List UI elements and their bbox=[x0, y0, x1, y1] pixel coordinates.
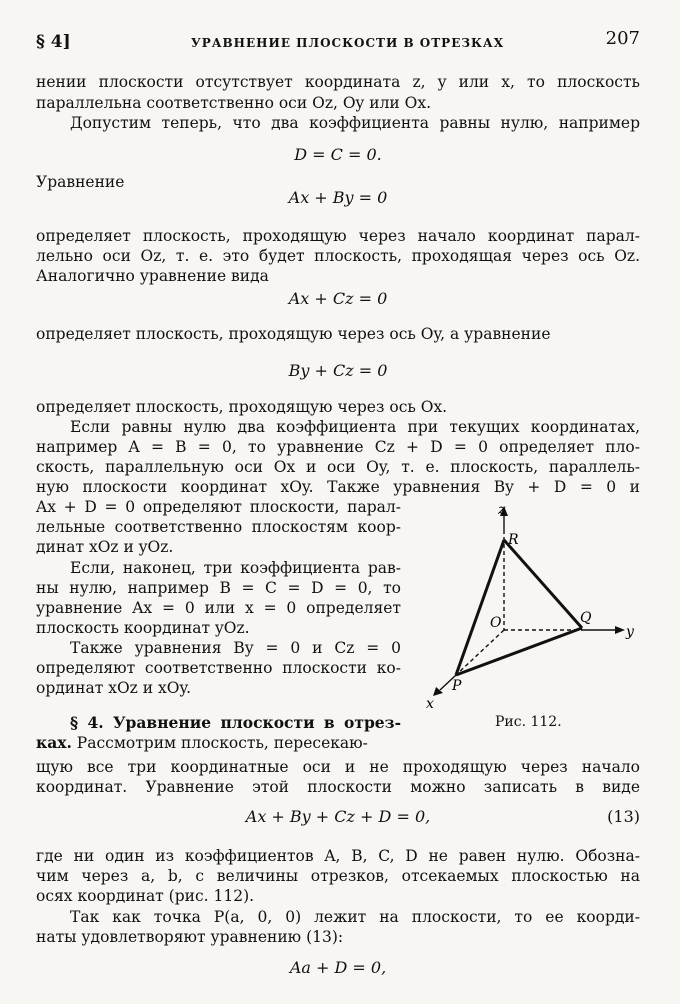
edge-rq bbox=[504, 540, 582, 628]
text-line: Если равны нулю два коэффициента при текущих координатах, bbox=[70, 418, 640, 436]
formula-eq13-text: Ax + By + Cz + D = 0, bbox=[245, 807, 431, 826]
section-heading-line bbox=[36, 733, 401, 753]
label-y: y bbox=[626, 624, 634, 640]
text-line: скость, параллельную оси Ox и оси Oy, т. е. плоскость, параллель- bbox=[36, 458, 640, 476]
formula-axby: Ax + By = 0 bbox=[288, 188, 388, 207]
page-header bbox=[36, 26, 640, 52]
text-span: Рассмотрим плоскость, пересекаю- bbox=[71, 734, 368, 752]
text-line: определяет плоскость, проходящую через ось Oy, а уравнение bbox=[36, 325, 551, 343]
header-title: УРАВНЕНИЕ ПЛОСКОСТИ В ОТРЕЗКАХ bbox=[191, 36, 505, 50]
edge-pq bbox=[456, 628, 582, 675]
text-line: Уравнение bbox=[36, 173, 125, 191]
section-heading: § 4. Уравнение плоскости в отрез- bbox=[70, 713, 401, 732]
formula-eq13 bbox=[36, 806, 640, 828]
text-line: щую все три координатные оси и не проходящую через начало bbox=[36, 758, 640, 776]
text-line: определяет плоскость, проходящую через начало координат парал- bbox=[36, 227, 640, 245]
label-r: R bbox=[508, 532, 519, 548]
text-line: Так как точка P(a, 0, 0) лежит на плоскости, то ее коорди- bbox=[70, 908, 640, 926]
text-line: ную плоскости координат xOy. Также уравнения By + D = 0 и bbox=[36, 478, 640, 496]
text-line: лельные соответственно плоскостям коор- bbox=[36, 518, 401, 536]
formula-bycz: By + Cz = 0 bbox=[288, 361, 388, 380]
equation-number: (13) bbox=[607, 807, 640, 826]
text-line: ординат xOz и xOy. bbox=[36, 679, 192, 697]
text-line: координат. Уравнение этой плоскости можно записать в виде bbox=[36, 778, 640, 796]
text-line: определяют соответственно плоскости ко- bbox=[36, 659, 401, 677]
page-number: 207 bbox=[605, 28, 640, 49]
text-line: Аналогично уравнение вида bbox=[36, 267, 269, 285]
text-line: например A = B = 0, то уравнение Cz + D = 0 определяет пло- bbox=[36, 438, 640, 456]
figure-112 bbox=[412, 500, 662, 710]
text-line: плоскость координат yOz. bbox=[36, 619, 250, 637]
figure-caption: Рис. 112. bbox=[495, 714, 562, 730]
text-line: чим через a, b, c величины отрезков, отсекаемых плоскостью на bbox=[36, 867, 640, 885]
formula-aad: Aa + D = 0, bbox=[289, 958, 387, 977]
label-p: P bbox=[452, 678, 462, 694]
text-line: Также уравнения By = 0 и Cz = 0 bbox=[70, 639, 401, 657]
text-line: где ни один из коэффициентов A, B, C, D не равен нулю. Обозна- bbox=[36, 847, 640, 865]
formula-axcz: Ax + Cz = 0 bbox=[288, 289, 388, 308]
text-line: Ax + D = 0 определяют плоскости, парал- bbox=[36, 498, 401, 516]
section-heading-tail: ках. bbox=[36, 733, 72, 752]
text-line: Допустим теперь, что два коэффициента равны нулю, например bbox=[70, 114, 640, 132]
label-q: Q bbox=[580, 610, 592, 626]
text-line: определяет плоскость, проходящую через ось Ox. bbox=[36, 398, 448, 416]
text-line: наты удовлетворяют уравнению (13): bbox=[36, 928, 344, 946]
label-x: x bbox=[426, 696, 434, 710]
text-line: уравнение Ax = 0 или x = 0 определяет bbox=[36, 599, 401, 617]
text-line: ны нулю, например B = C = D = 0, то bbox=[36, 579, 401, 597]
edge-rp bbox=[456, 540, 504, 675]
y-axis-arrow bbox=[615, 626, 625, 634]
text-line: лельно оси Oz, т. е. это будет плоскость, проходящая через ось Oz. bbox=[36, 247, 640, 265]
label-z: z bbox=[498, 502, 506, 518]
text-line: Если, наконец, три коэффициента рав- bbox=[70, 559, 401, 577]
formula-dc: D = C = 0. bbox=[294, 145, 382, 164]
text-line: динат xOz и yOz. bbox=[36, 538, 174, 556]
text-line: параллельна соответственно оси Oz, Oy или Ox. bbox=[36, 94, 432, 112]
header-section: § 4] bbox=[36, 32, 71, 52]
text-line: осях координат (рис. 112). bbox=[36, 887, 255, 905]
text-line: нении плоскости отсутствует координата z, y или x, то плоскость bbox=[36, 73, 640, 91]
label-o: O bbox=[490, 615, 502, 631]
